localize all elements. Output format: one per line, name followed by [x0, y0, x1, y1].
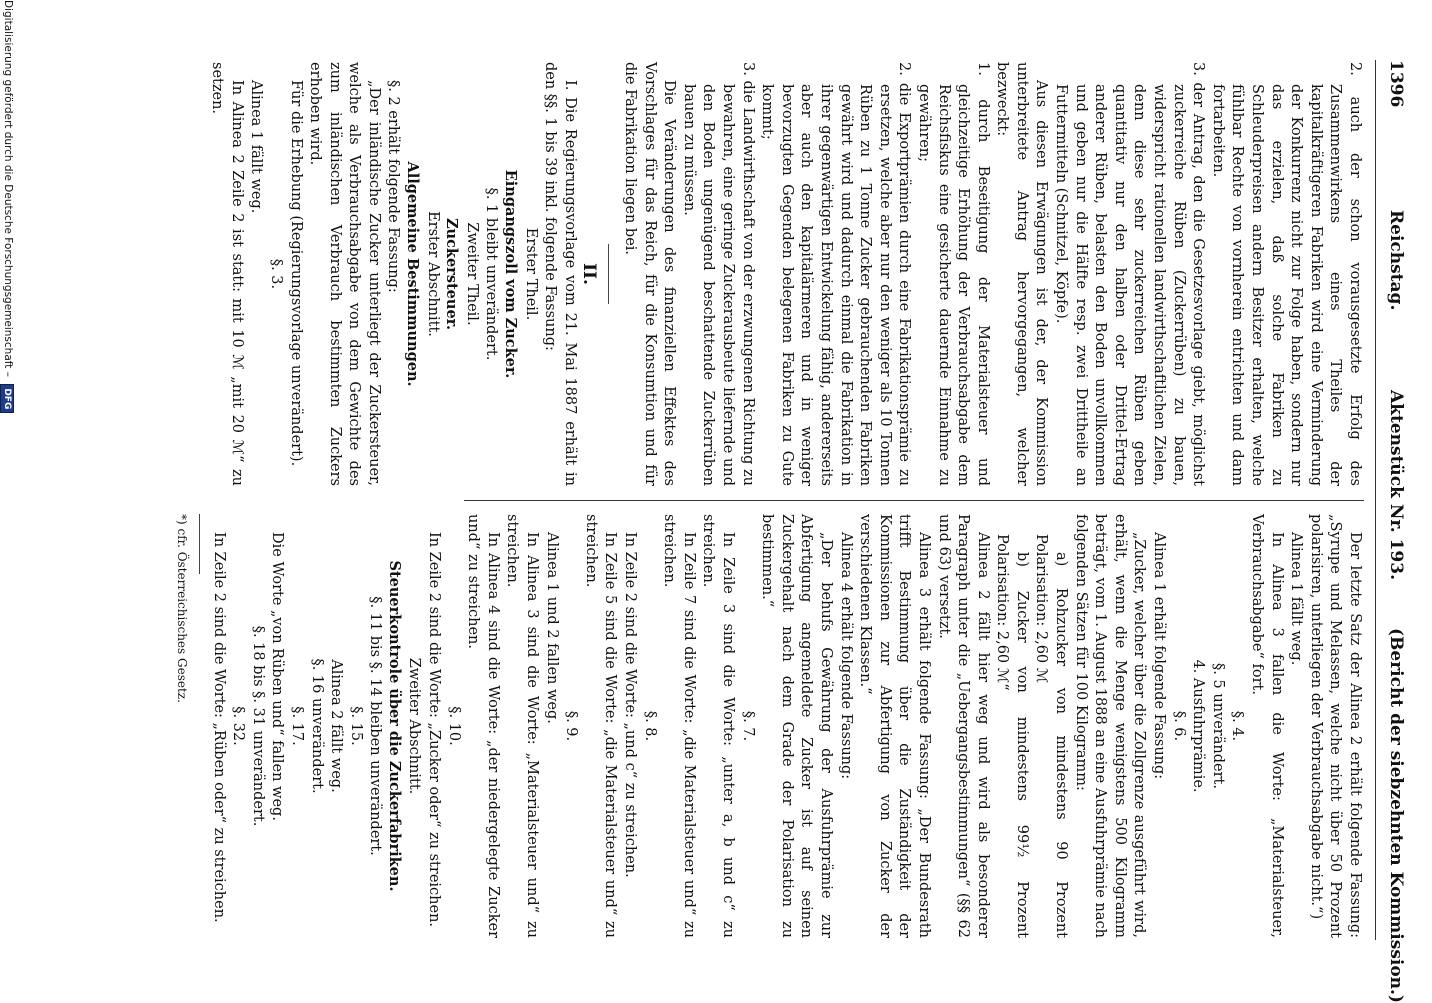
section-divider — [608, 244, 609, 304]
paragraph-6-a: Alinea 1 erhält folgende Fassung: — [1151, 532, 1168, 780]
paragraph-9-b: In Alinea 3 sind die Worte: „Materialsteuer und“ zu streichen. — [504, 514, 541, 938]
header-center-title: Aktenstück Nr. 193. — [1386, 390, 1406, 581]
right-column — [171, 514, 1364, 938]
allgemeine-heading: Allgemeine Bestimmungen. — [404, 161, 422, 387]
teil-1-heading: Erster Theil. — [522, 227, 539, 321]
paragraph-10-a: In Zeile 2 sind die Worte: „Zucker oder“ zu streichen. — [426, 532, 443, 928]
paragraph-32-a: In Zeile 2 sind die Worte: „Rüben oder“ zu streichen. — [210, 532, 227, 923]
page-header — [1378, 60, 1412, 1003]
paragraph-11: §. 11 bis §. 14 bleiben unverändert. — [367, 596, 384, 856]
paragraph-6-g: Alinea 4 erhält folgende Fassung: — [837, 532, 854, 780]
steuerkontrole-heading: Steuerkontrole über die Zuckerfabriken. — [385, 560, 403, 892]
sub-item-1: 1. durch Beseitigung der Materialsteuer und gleichzeitige Erhöhung der Verbrauchsabgabe dem Reichsfiskus eine gesicherte dauernde Einnahme zu gewähren; — [915, 62, 991, 486]
closing-text: Die Veränderungen des finanziellen Effektes des Vorschlages für das Reich, für die Konsumtion und für die Fabrikation liegen bei. — [622, 62, 678, 486]
page-number: 1396 — [1386, 60, 1406, 108]
item-2: 2. auch der schon vorausgesetzte Erfolg des Zusammenwirkens eines Theiles der kapitalkräftigeren Fabriken wird eine Verminderung der Konkurrenz nicht zur Folge haben, sondern nur das erzielen, daß solche Fabriken zu Schleuderpreisen andern Besitzer erhalten, welche fühlbar Rechte von vornherein entrichten und dann fortarbeiten. — [1209, 62, 1363, 486]
paragraph-7-heading: §. 7. — [739, 710, 756, 742]
paragraph-15-heading: §. 15. — [347, 706, 364, 746]
paragraph-32-heading: §. 32. — [230, 706, 247, 746]
paragraph-3-b: In Alinea 2 Zeile 2 ist statt: mit 10 ℳ „mit 20 ℳ“ zu setzen. — [209, 62, 245, 486]
paragraph-6-heading: §. 6. — [1170, 710, 1187, 742]
intro-text: Aus diesen Erwägungen ist der, der Kommission unterbreitete Antrag hervorgegangen, welcher bezweckt: — [994, 62, 1050, 486]
paragraph-6-h: „Der behufs Gewährung der Ausfuhrprämie zur Abfertigung angemeldete Zucker ist auf seinen Zuckergehalt nach dem Grade der Polarisation zu bestimmen.“ — [759, 514, 834, 938]
paragraph-9-heading: §. 9. — [563, 710, 580, 742]
roman-heading: II. — [579, 263, 600, 285]
column-divider — [464, 500, 1364, 501]
left-column — [207, 62, 1364, 486]
footnote: *) cfr. Österreichisches Gesetz. — [174, 514, 189, 703]
header-rule — [1375, 60, 1376, 940]
paragraph-7-a: In Zeile 3 sind die Worte: „unter a, b und c“ zu streichen. — [700, 514, 736, 938]
item-3: 3. der Antrag, den die Gesetzesvorlage giebt, möglichst zuckerreiche Rüben (Zuckerrüben) zu bauen, widerspricht rationellen landwirthschaftlichen Zielen, denn diese sehr zuckerreichen Rüben geben quantitativ nur den halben oder Drittel-Ertrag anderer Rüben, belasten den Boden unvollkommen und geben nur die Hälfte resp. zwei Drittheile an Futtermitteln (Schnitzel, Köpfe). — [1053, 62, 1207, 486]
digitization-text: Digitalisierung gefördert durch die Deutsche Forschungsgemeinschaft – — [2, 0, 14, 377]
digitization-note — [0, 0, 16, 1000]
r-paragraph-2: Alinea 1 fällt weg. — [1288, 532, 1305, 666]
paragraph-15-a: Alinea 2 fällt weg. — [328, 659, 345, 793]
paragraph-4-heading: §. 4. — [1229, 710, 1246, 742]
paragraph-8-b: In Zeile 5 sind die Worte: „die Materialsteuer und“ zu streichen. — [582, 514, 619, 938]
paragraph-8-heading: §. 8. — [641, 710, 658, 742]
r-paragraph-1: Der letzte Satz der Alinea 2 erhält folgende Fassung: „Syrupe und Melassen, welche nicht über 50 Prozent polarisiren, unterliegen der Verbrauchsabgabe nicht.“) — [1307, 514, 1363, 938]
abschnitt-2-heading: Zweiter Abschnitt. — [406, 657, 423, 795]
paragraph-9-a: Alinea 1 und 2 fallen weg. — [543, 532, 560, 724]
paragraph-6-c: a) Rohzucker von mindestens 90 Prozent Polarisation: 2,60 ℳ — [1033, 534, 1070, 938]
section-4-heading: 4. Ausfuhrprämie. — [1190, 659, 1207, 793]
paragraph-7-b: In Zeile 7 sind die Worte: „die Materialsteuer und“ zu streichen. — [661, 514, 697, 938]
item-i: I. Die Regierungsvorlage vom 21. Mai 1887 erhält in den §§. 1 bis 39 inkl. folgende Fassung: — [542, 62, 578, 486]
paragraph-1: §. 1 bleibt unverändert. — [483, 187, 500, 361]
sub-item-3: 3. die Landwirthschaft von der erzwungenen Richtung zu bewahren, eine geringe Zuckerausbeute liefernde und den Boden ungenügend beschattende Zuckerrüben bauen zu müssen. — [680, 62, 756, 486]
abschnitt-1-heading: Erster Abschnitt. — [424, 211, 441, 337]
zuckersteuer-heading: Zuckersteuer. — [443, 217, 461, 331]
paragraph-18: §. 18 bis §. 31 unverändert. — [249, 625, 266, 827]
paragraph-10-heading: §. 10. — [445, 706, 462, 746]
paragraph-17-a: Die Worte „von Rüben und“ fallen weg. — [269, 532, 286, 821]
dfg-logo: DFG — [0, 384, 14, 413]
teil-2-heading: Zweiter Theil. — [463, 222, 480, 326]
header-left-title: Reichstag. — [1386, 210, 1406, 311]
paragraph-5: §. 5 unverändert. — [1209, 663, 1226, 789]
paragraph-6-f: Alinea 3 erhält folgende Fassung: „Der Bundesrath trifft Bestimmung über die Zuständigkeit der Kommissionen zur Abfertigung von Zucker der verschiedenen Klassen.“ — [857, 514, 932, 938]
r-paragraph-3: In Alinea 3 fallen die Worte: „Materialsteuer, Verbrauchsabgabe“ fort. — [1249, 514, 1285, 938]
paragraph-2-text: „Der inländische Zucker unterliegt der Zuckersteuer, welche als Verbrauchsabgabe von dem Gewichte des zum inländischen Verbrauch bestimmten Zuckers erhoben wird. — [307, 62, 382, 486]
eingangszoll-heading: Eingangszoll vom Zucker. — [502, 169, 520, 379]
paragraph-17-heading: §. 17. — [288, 706, 305, 746]
paragraph-6-b: „Zucker, welcher über die Zollgrenze ausgeführt wird, erhält, wenn die Menge wenigstens 500 Kilogramm beträgt, vom 1. August 1888 an eine Ausfuhrprämie nach folgenden Sätzen für 100 Kilogramm: — [1072, 514, 1148, 938]
paragraph-6-d: b) Zucker von mindestens 99½ Prozent Polarisation: 2,60 ℳ“ — [994, 534, 1030, 938]
paragraph-3-a: Alinea 1 fällt weg. — [248, 80, 265, 214]
paragraph-16: §. 16 unverändert. — [308, 658, 325, 794]
paragraph-2-intro: §. 2 erhält folgende Fassung: — [385, 80, 402, 293]
paragraph-2-note: Für die Erhebung (Regierungsvorlage unverändert). — [287, 80, 304, 467]
sub-item-2: 2. die Exportprämien durch eine Fabrikationsprämie zu ersetzen, welche aber nur den weniger als 10 Tonnen Rüben zu 1 Tonne Zucker gebrauchenden Fabriken gewährt wird und dadurch einmal die Fabrikation in ihrer gegenwärtigen Entwickelung fähig, andererseits aber auch den kapitalärmeren und in weniger bevorzugten Gegenden belegenen Fabriken zu Gute kommt; — [759, 62, 913, 486]
footnote-rule — [199, 514, 200, 574]
paragraph-8-a: In Zeile 2 sind die Worte: „und c“ zu streichen. — [622, 532, 639, 878]
header-right-title: (Bericht der siebzehnten Kommission.) — [1386, 628, 1406, 1003]
paragraph-6-e: Alinea 2 fällt hier weg und wird als besonderer Paragraph unter die „Uebergangsbestimmungen“ (§§ 62 und 63) versetzt. — [935, 514, 991, 938]
paragraph-3-heading: §. 3. — [267, 258, 284, 290]
paragraph-9-c: In Alinea 4 sind die Worte: „der niedergelegte Zucker und“ zu streichen. — [465, 514, 501, 938]
